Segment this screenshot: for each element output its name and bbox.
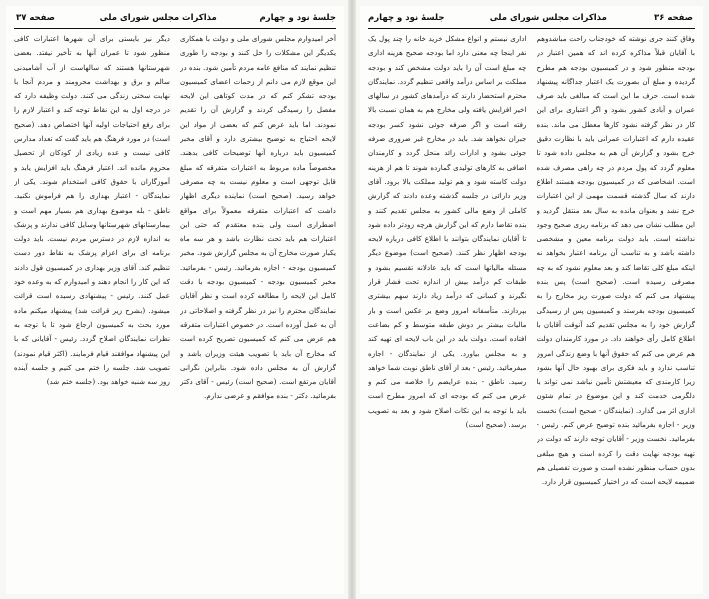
- left-page-session: جلسهٔ نود و چهارم: [259, 13, 336, 23]
- right-page-columns: [368, 32, 695, 586]
- book-gutter: [348, 0, 356, 599]
- right-page-column-left: [368, 32, 527, 586]
- left-page-column-right: [180, 32, 336, 586]
- right-page-header: [368, 10, 695, 26]
- left-page-column-right-text: آخر امیدوارم مجلس شورای ملی و دولت با همکاری یکدیگر این مشکلات را حل کنند و بودجه را طوری تنظیم نمایند که منافع عامه مردم تأمین شود. بنده در این موقع لازم می دانم از زحمات اعضای کمیسیون بودجه تشکر کنم که در مدت کوتاهی این لایحه مفصل را رسیدگی کردند و گزارش آن را تقدیم نمودند. اما باید عرض کنم که بعضی از مواد این لایحه احتیاج به توضیح بیشتری دارد و آقای مخبر کمیسیون باید درباره آنها توضیحات کافی بدهند. مخصوصاً ماده مربوط به اعتبارات متفرقه که مبلغ قابل توجهی است و معلوم نیست به چه مصرفی خواهد رسید. (صحیح است) نماینده دیگری اظهار داشت که اعتبارات متفرقه معمولاً برای مواقع اضطراری است ولی بنده معتقدم که حتی این اعتبارات هم باید تحت نظارت باشد و هر سه ماه یکبار صورت مخارج آن به مجلس گزارش شود. مخبر کمیسیون بودجه - اجازه بفرمائید. رئیس - بفرمائید. مخبر کمیسیون بودجه - کمیسیون بودجه با دقت کامل این لایحه را مطالعه کرده است و نظر آقایان نمایندگان محترم را نیز در نظر گرفته و اصلاحاتی در آن به عمل آورده است. در خصوص اعتبارات متفرقه هم عرض می کنم که کمیسیون تصریح کرده است که مخارج آن باید با تصویب هیئت وزیران باشد و گزارش آن به مجلس داده شود. بنابراین نگرانی آقایان مرتفع است. (صحیح است) رئیس - آقای دکتر بفرمائید. دکتر - بنده موافقم و عرضی ندارم.: [180, 34, 336, 401]
- left-page-column-left: [14, 32, 170, 586]
- right-page-title: مذاکرات مجلس شورای ملی: [489, 13, 607, 23]
- right-page-session: جلسهٔ نود و چهارم: [368, 13, 445, 23]
- left-page-title: مذاکرات مجلس شورای ملی: [99, 13, 217, 23]
- right-page-number: صفحه ۳۶: [654, 13, 693, 23]
- left-page-number: صفحه ۳۷: [16, 13, 55, 23]
- left-header-rule: [14, 28, 336, 29]
- left-page-column-left-text: دیگر نیز بایستی برای آن شهرها اعتبارات کافی منظور شود تا عمران آنها به تأخیر نیفتد. بعضی شهرستانها هستند که سالهاست از آب آشامیدنی سالم و برق و بهداشت محرومند و مردم آنجا با نهایت سختی زندگی می کنند. دولت وظیفه دارد که در درجه اول به این نقاط توجه کند و اعتبار لازم را برای رفع احتیاجات اولیه آنها اختصاص دهد. (صحیح است) در مورد فرهنگ هم باید گفت که تعداد مدارس کافی نیست و عده زیادی از کودکان از تحصیل محروم مانده اند. اعتبار فرهنگ باید افزایش یابد و آموزگاران با حقوق کافی استخدام شوند. یکی از نمایندگان - اعتبار بهداری را هم فراموش نکنید. ناطق - بله موضوع بهداری هم بسیار مهم است و بیمارستانهای شهرستانها وسایل کافی ندارند و پزشک به اندازه لازم در دسترس مردم نیست. باید دولت برنامه ای برای اعزام پزشک به نقاط دور دست تنظیم کند. آقای وزیر بهداری در کمیسیون قول دادند که این کار را انجام دهند و امیدوارم که به وعده خود عمل کنند. رئیس - پیشنهادی رسیده است قرائت میشود. (بشرح زیر قرائت شد) پیشنهاد میکنم ماده مورد بحث به کمیسیون ارجاع شود تا با توجه به نظرات نمایندگان اصلاح گردد. رئیس - آقایانی که با این پیشنهاد موافقند قیام فرمایند. (اکثر قیام نمودند) تصویب شد. جلسه را ختم می کنیم و جلسه آینده روز سه شنبه خواهد بود. (جلسه ختم شد): [14, 34, 170, 387]
- right-header-rule: [368, 28, 695, 29]
- left-page: [6, 6, 344, 594]
- right-page: [360, 6, 703, 594]
- right-page-column-left-text: اداری نیستم و انواع مشکل خرید خانه را چند پول یک نفر اینجا چه معنی دارد اما بودجه صحیح هزینه اداری چه مبلغ است آن را باید دولت مشخص کند و بودجه مملکت بر اساس درآمد واقعی تنظیم گردد. نمایندگان محترم استحضار دارند که درآمدهای کشور در سالهای اخیر افزایش یافته ولی مخارج هم به همان نسبت بالا رفته است و اگر صرفه جوئی نشود کسر بودجه جبران نخواهد شد. باید در مخارج غیر ضروری صرفه جوئی بشود و ادارات زائد منحل گردد و کارمندان اضافی به کارهای تولیدی گمارده شوند تا هم از هزینه دولت کاسته شود و هم تولید مملکت بالا برود. آقای وزیر دارائی در جلسه گذشته وعده دادند که گزارش کاملی از وضع مالی کشور به مجلس تقدیم کنند و بنده تقاضا دارم که این گزارش هرچه زودتر داده شود تا آقایان نمایندگان بتوانند با اطلاع کافی درباره لایحه بودجه اظهار نظر کنند. (صحیح است) موضوع دیگر مسئله مالیاتها است که باید عادلانه تقسیم بشود و طبقات کم درآمد بیش از اندازه تحت فشار قرار نگیرند و کسانی که درآمد زیاد دارند سهم بیشتری بپردازند. متأسفانه امروز وضع بر عکس است و بار مالیات بیشتر بر دوش طبقه متوسط و کم بضاعت افتاده است. دولت باید در این باب لایحه ای تهیه کند و به مجلس بیاورد. یکی از نمایندگان - اجازه میفرمائید. رئیس - بعد از آقای ناطق نوبت شما خواهد رسید. ناطق - بنده عرایضم را خلاصه می کنم و عرض می کنم که بودجه ای که امروز مطرح است باید با توجه به این نکات اصلاح شود و بعد به تصویب برسد. (صحیح است): [368, 34, 527, 430]
- right-page-column-right-text: وفاق کنند جری نوشته که خودجناب راحت مباشدوهم با آقایان قبلاً مذاکره کرده اند که همین اعتبار در بودجه منظور شود و در کمیسیون بودجه هم مطرح گردیده و مبلغ آن بصورت یک اعتبار جداگانه پیشنهاد شده است. حرف ما این است که مبالغی باید صرف عمران و آبادی کشور بشود و اگر اعتباری برای این کار در نظر گرفته نشود کارها معطل می ماند. بنده عقیده دارم که اعتبارات عمرانی باید با نظارت دقیق خرج بشود و گزارش آن هم به مجلس داده شود تا معلوم گردد که پول مردم در چه راهی مصرف شده است. اشخاصی که در کمیسیون بودجه هستند اطلاع دارند که سال گذشته قسمت مهمی از این اعتبارات خرج نشد و بعنوان مانده به سال بعد منتقل گردید و این مطلب نشان می دهد که برنامه ریزی صحیح وجود نداشته است. باید دولت برنامه معین و مشخصی داشته باشد و به تناسب آن برنامه اعتبار بخواهد نه اینکه مبلغ کلی تقاضا کند و بعد معلوم نشود که به چه مصرفی رسیده است. (صحیح است) پس بنده پیشنهاد می کنم که دولت صورت ریز مخارج را به کمیسیون بودجه بفرستد و کمیسیون پس از رسیدگی گزارش خود را به مجلس تقدیم کند آنوقت آقایان با اطلاع کامل رأی خواهند داد. در مورد کارمندان دولت هم عرض می کنم که حقوق آنها با وضع زندگی امروز تناسب ندارد و باید فکری برای بهبود حال آنها بشود زیرا کارمندی که معیشتش تأمین نباشد نمی تواند با دلگرمی خدمت کند و این موضوع در تمام شئون اداری اثر می گذارد. (نمایندگان - صحیح است) نخست وزیر - اجازه بفرمائید بنده توضیح عرض کنم. رئیس - بفرمائید. نخست وزیر - آقایان توجه دارند که دولت در تهیه بودجه نهایت دقت را کرده است و هیچ مبلغی بدون حساب منظور نشده است و صورت تفصیلی هم ضمیمه لایحه است که در اختیار کمیسیون قرار دارد.: [536, 34, 695, 487]
- left-page-header: [14, 10, 336, 26]
- right-page-column-right: [537, 32, 696, 586]
- left-page-columns: [14, 32, 336, 586]
